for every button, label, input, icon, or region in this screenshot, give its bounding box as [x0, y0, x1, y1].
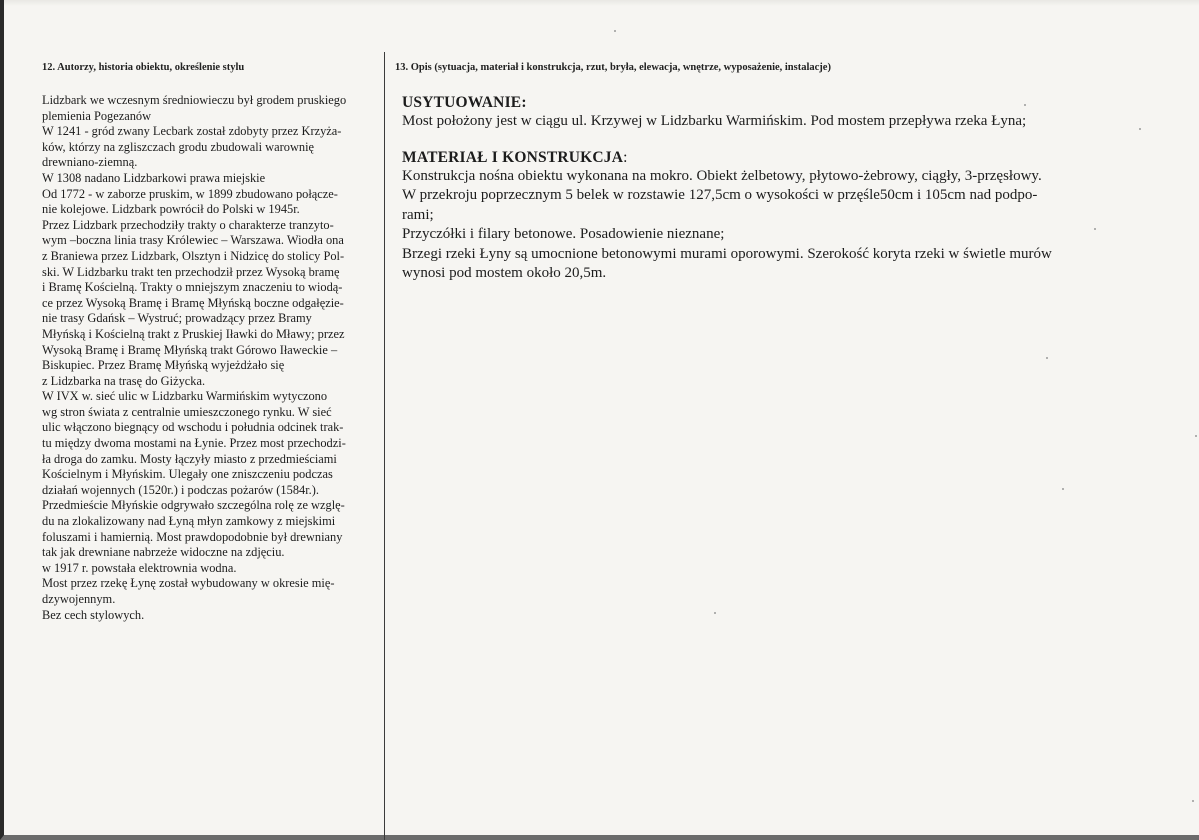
history-line: z Lidzbarka na trasę do Giżycka.: [42, 373, 206, 388]
material-line: W przekroju poprzecznym 5 belek w rozstawie 127,5cm o wysokości w przęśle50cm i 105cm nad podpo-: [402, 187, 1038, 203]
paper-speck: [614, 30, 616, 32]
history-line: Od 1772 - w zaborze pruskim, w 1899 zbudowano połącze-: [42, 186, 338, 201]
situation-line: Most położony jest w ciągu ul. Krzywej w Lidzbarku Warmińskim. Pod mostem przepływa rzeka Łyna;: [402, 113, 1027, 129]
material-title-text: MATERIAŁ I KONSTRUKCJA: [402, 148, 624, 166]
paper-speck: [1139, 128, 1141, 130]
history-line: nie trasy Gdańsk – Wystruć; prowadzący przez Bramy: [42, 311, 312, 326]
history-text: [42, 93, 382, 623]
material-line: rami;: [402, 206, 434, 223]
history-line: Wysoką Bramę i Bramę Młyńską trakt Górowo Iławeckie –: [42, 342, 338, 357]
history-line: Przez Lidzbark przechodziły trakty o charakterze tranzyto-: [42, 217, 334, 232]
history-line: Biskupiec. Przez Bramę Młyńską wyjeżdżało się: [42, 358, 285, 373]
paper-speck: [1024, 104, 1026, 106]
material-line: wynosi pod mostem około 20,5m.: [402, 265, 607, 281]
history-line: du na zlokalizowany nad Łyną młyn zamkowy z miejskimi: [42, 514, 336, 529]
paper-speck: [1094, 228, 1096, 230]
history-line: Kościelnym i Młyńskim. Ulegały one zniszczeniu podczas: [42, 467, 333, 482]
paper-speck: [1192, 800, 1194, 802]
history-line: ków, którzy na zgliszczach grodu zbudowali warownię: [42, 139, 315, 154]
history-line: dzywojennym.: [42, 592, 116, 606]
material-line: Brzegi rzeki Łyny są umocnione betonowymi murami oporowymi. Szerokość koryta rzeki w świetle murów: [402, 245, 1052, 262]
material-line: Przyczółki i filary betonowe. Posadowienie nieznane;: [402, 226, 725, 242]
description-column: [402, 94, 1162, 284]
history-line: Most przez rzekę Łynę został wybudowany w okresie mię-: [42, 576, 335, 591]
material-title-colon: :: [623, 148, 628, 166]
history-line: z Braniewa przez Lidzbark, Olsztyn i Nidzicę do stolicy Pol-: [42, 248, 345, 263]
history-line: ce przez Wysoką Bramę i Bramę Młyńską boczne odgałęzie-: [42, 295, 344, 310]
paper-speck: [714, 612, 716, 614]
left-section-heading: 12. Autorzy, historia obiektu, określenie stylu: [42, 62, 245, 73]
history-line: plemienia Pogezanów: [42, 108, 152, 123]
column-divider: [384, 52, 385, 840]
paper-speck: [1195, 435, 1197, 437]
situation-title: USYTUOWANIE:: [402, 94, 527, 111]
history-line: Młyńską i Kościelną trakt z Pruskiej Iławki do Mławy; przez: [42, 326, 345, 341]
history-line: drewniano-ziemną.: [42, 155, 138, 170]
history-line: działań wojennych (1520r.) i podczas pożarów (1584r.).: [42, 482, 319, 497]
history-line: W IVX w. sieć ulic w Lidzbarku Warmińskim wytyczono: [42, 389, 328, 404]
history-line: wym –boczna linia trasy Królewiec – Warszawa. Wiodła ona: [42, 233, 344, 248]
situation-text: [402, 112, 1162, 132]
history-line: w 1917 r. powstała elektrownia wodna.: [42, 560, 237, 575]
paper-speck: [1062, 488, 1064, 490]
paper-speck: [1046, 357, 1048, 359]
history-line: nie kolejowe. Lidzbark powrócił do Polski w 1945r.: [42, 202, 300, 217]
material-line: Konstrukcja nośna obiektu wykonana na mokro. Obiekt żelbetowy, płytowo-żebrowy, ciągły, 3-przęsłowy.: [402, 167, 1042, 184]
history-line: wg stron świata z centralnie umieszczonego rynku. W sieć: [42, 404, 332, 419]
right-section-heading: 13. Opis (sytuacja, materiał i konstrukcja, rzut, bryła, elewacja, wnętrze, wyposażenie, instalacje): [395, 62, 831, 73]
history-line: ski. W Lidzbarku trakt ten przechodził przez Wysoką bramę: [42, 264, 340, 279]
history-line: W 1308 nadano Lidzbarkowi prawa miejskie: [42, 170, 266, 185]
history-line: i Bramę Kościelną. Trakty o mniejszym znaczeniu to wiodą-: [42, 280, 343, 295]
history-line: tu między dwoma mostami na Łynie. Przez most przechodzi-: [42, 436, 346, 451]
material-text: [402, 167, 1162, 284]
history-line: W 1241 - gród zwany Lecbark został zdobyty przez Krzyża-: [42, 124, 342, 139]
history-line: foluszami i hamiernią. Most prawdopodobnie był drewniany: [42, 529, 343, 544]
history-line: tak jak drewniane nabrzeże widoczne na zdjęciu.: [42, 545, 285, 560]
history-line: Przedmieście Młyńskie odgrywało szczególna rolę ze wzglę-: [42, 498, 345, 513]
history-line: Lidzbark we wczesnym średniowieczu był grodem pruskiego: [42, 93, 347, 107]
history-line: ulic włączono biegnący od wschodu i południa odcinek trak-: [42, 420, 344, 435]
material-title: [402, 149, 1162, 167]
history-line: Bez cech stylowych.: [42, 607, 145, 622]
history-line: ła droga do zamku. Mosty łączyły miasto z przedmieściami: [42, 451, 337, 466]
